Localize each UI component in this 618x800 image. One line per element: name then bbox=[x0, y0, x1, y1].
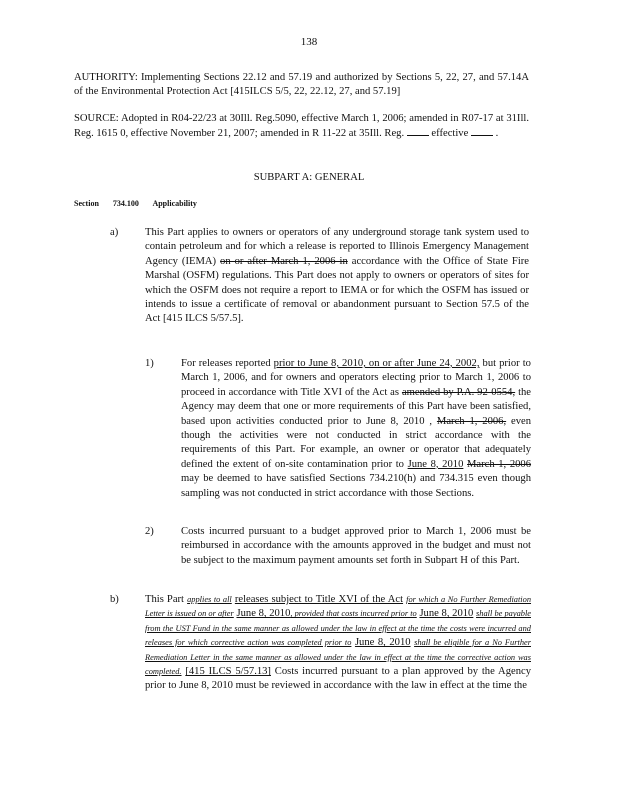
blank-line bbox=[407, 126, 429, 136]
inserted-text: June 8, 2010 bbox=[419, 608, 474, 620]
paragraph-b-text-2: Costs incurred pursuant to a plan approved by the Agency prior to June 8, 2010 must be reviewed in accordance with the law in effect at the time the bbox=[145, 666, 531, 692]
inserted-italic-text: shall be eligible for a No Further Remediation Letter in the same manner as allowed under the law in effect at the time the corrective action was completed. bbox=[145, 638, 531, 677]
inserted-italic-text: , provided that costs incurred prior to bbox=[290, 609, 417, 619]
source-effective-label: effective bbox=[431, 128, 469, 140]
deleted-text: March 1, 2006 bbox=[467, 458, 532, 470]
paragraph-b-text-1: This Part bbox=[145, 594, 184, 605]
source-note bbox=[74, 112, 529, 142]
source-text: SOURCE: Adopted in R04-22/23 at 30Ill. Reg.5090, effective March 1, 2006; amended in R07-17 at 31Ill. Reg. 1615 0, effective November 21, 2007; amended in R 11-22 at 35Ill. Reg. bbox=[74, 113, 529, 140]
section-number: 734.100 bbox=[112, 199, 139, 208]
deleted-text: amended by P.A. 92-0554, bbox=[401, 386, 516, 398]
paragraph-2-marker: 2) bbox=[145, 526, 154, 537]
paragraph-1-text-3: the Agency may deem that one or more requirements of this Part have been satisfied, based upon activities conducted prior to June 8, 2010 , bbox=[181, 386, 532, 427]
inserted-text: [415 ILCS 5/57.13] bbox=[185, 666, 271, 678]
inserted-text: prior to June 8, 2010, on or after June 24, 2002, bbox=[273, 358, 480, 369]
inserted-text bbox=[187, 594, 232, 605]
inserted-text: June 8, 2010 bbox=[236, 608, 291, 620]
paragraph-a bbox=[145, 226, 529, 327]
deleted-text: on or after March 1, 2006 in bbox=[220, 255, 348, 267]
section-heading bbox=[74, 199, 209, 208]
deleted-text: March 1, 2006, bbox=[436, 415, 507, 427]
paragraph-1-text-1: For releases reported bbox=[181, 358, 271, 369]
blank-line bbox=[471, 126, 493, 136]
paragraph-2: Costs incurred pursuant to a budget approved prior to March 1, 2006 must be reimbursed in accordance with the amounts approved in the budget and must not be subject to the maximum payment amounts set forth in Subpart H of this Part. bbox=[181, 526, 531, 566]
source-end: . bbox=[495, 128, 499, 140]
paragraph-1 bbox=[181, 357, 531, 501]
paragraph-1-text-4: even though the activities were not conducted in strict accordance with the requirements of this Part. For example, an owner or operator that adequately defined the extent of on-site contamination prior to bbox=[181, 415, 532, 470]
paragraph-b-marker: b) bbox=[110, 594, 119, 605]
section-title: Applicability bbox=[152, 199, 197, 208]
inserted-text bbox=[290, 608, 416, 619]
inserted-italic-text: applies to all bbox=[187, 595, 232, 604]
paragraph-1-marker: 1) bbox=[145, 358, 154, 369]
subpart-heading: SUBPART A: GENERAL bbox=[253, 172, 365, 183]
authority-note: AUTHORITY: Implementing Sections 22.12 and 57.19 and authorized by Sections 5, 22, 27, and 57.14A of the Environmental Protection Act [415ILCS 5/5, 22, 22.12, 27, and 57.19] bbox=[74, 72, 529, 98]
paragraph-b bbox=[145, 593, 531, 694]
inserted-italic-text: shall be payable from the UST Fund in the same manner as allowed under the law in effect at the time the costs were incurred and releases for which corrective action was completed prior to bbox=[145, 609, 531, 648]
section-label: Section bbox=[74, 199, 99, 208]
paragraph-a-marker: a) bbox=[110, 227, 119, 238]
page-number: 138 bbox=[300, 36, 318, 48]
inserted-italic-text: for which a No Further Remediation Letter is issued on or after bbox=[145, 595, 532, 619]
inserted-text: releases subject to Title XVI of the Act bbox=[234, 594, 404, 605]
paragraph-a-text-2: accordance with the Office of State Fire Marshal (OSFM) regulations. This Part does not apply to owners or operators of sites for which the OSFM does not require a report to IEMA or for which the OSFM has issued or intends to issue a certificate of removal or abandonment pursuant to Section 57.5 of the Act [415 ILCS 5/57.5]. bbox=[145, 255, 529, 325]
paragraph-1-text-2: but prior to March 1, 2006, and for owners and operators electing prior to March 1, 2006 to proceed in accordance with Title XVI of the Act as bbox=[181, 358, 531, 398]
inserted-text: June 8, 2010 bbox=[407, 458, 464, 470]
paragraph-a-text-1: This Part applies to owners or operators of any underground storage tank system used to contain petroleum and for which a release is reported to Illinois Emergency Management Agency (IEMA) bbox=[145, 227, 529, 267]
inserted-text: June 8, 2010 bbox=[354, 637, 411, 649]
paragraph-1-text-5: may be deemed to have satisfied Sections 734.210(h) and 734.315 even though sampling was not conducted in strict accordance with those Sections. bbox=[181, 473, 531, 499]
